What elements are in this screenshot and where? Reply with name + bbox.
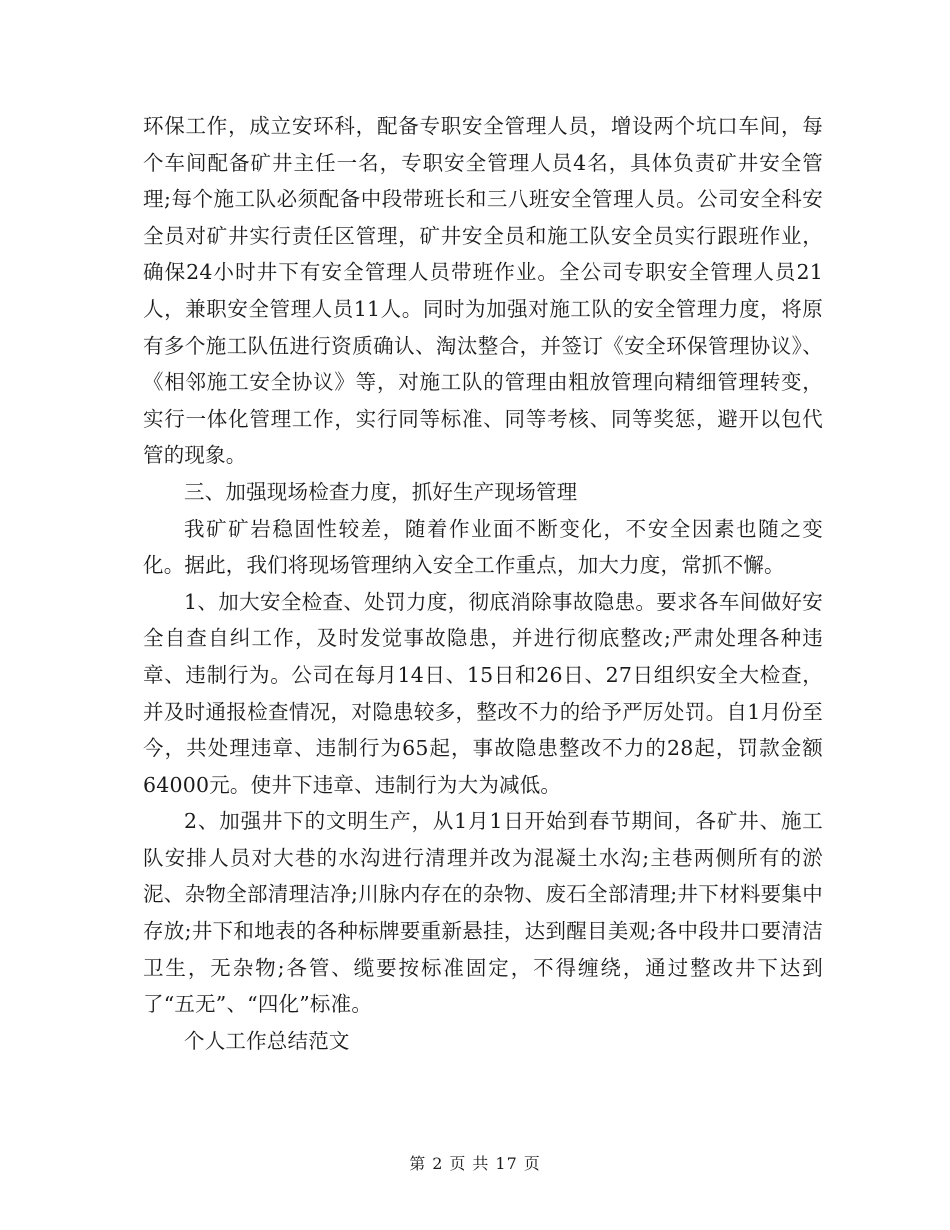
paragraph-1: 环保工作，成立安环科，配备专职安全管理人员，增设两个坑口车间，每个车间配备矿井主任一名，专职安全管理人员4名，具体负责矿井安全管理;每个施工队必须配备中段带班长和三八班安全管理人员。公司安全科安全员对矿井实行责任区管理，矿井安全员和施工队安全员实行跟班作业，确保24小时井下有安全管理人员带班作业。全公司专职安全管理人员21人，兼职安全管理人员11人。同时为加强对施工队的安全管理力度，将原有多个施工队伍进行资质确认、淘汰整合，并签订《安全环保管理协议》、《相邻施工安全协议》等，对施工队的管理由粗放管理向精细管理转变，实行一体化管理工作，实行同等标准、同等考核、同等奖惩，避开以包代管的现象。 xyxy=(143,114,823,468)
page-footer xyxy=(0,1153,950,1175)
document-body xyxy=(143,108,823,1059)
total-pages: 17 xyxy=(495,1154,518,1173)
footer-di: 第 xyxy=(409,1154,427,1173)
closing-title: 个人工作总结范文 xyxy=(184,1028,350,1053)
paragraph-4: 2、加强井下的文明生产，从1月1日开始到春节期间，各矿井、施工队安排人员对大巷的水沟进行清理并改为混凝土水沟;主巷两侧所有的淤泥、杂物全部清理洁净;川脉内存在的杂物、废石全部清理;井下材料要集中存放;井下和地表的各种标牌要重新悬挂，达到醒目美观;各中段井口要清洁卫生，无杂物;各管、缆要按标准固定，不得缠绕，通过整改井下达到了“五无”、“四化”标准。 xyxy=(143,809,823,1017)
footer-ye-2: 页 xyxy=(523,1154,541,1173)
paragraph-2: 我矿矿岩稳固性较差，随着作业面不断变化，不安全因素也随之变化。据此，我们将现场管理纳入安全工作重点，加大力度，常抓不懈。 xyxy=(143,516,823,578)
page-number: 2 xyxy=(432,1154,444,1173)
footer-gong: 共 xyxy=(472,1154,490,1173)
section-heading-3: 三、加强现场检查力度，抓好生产现场管理 xyxy=(184,479,578,504)
paragraph-3: 1、加大安全检查、处罚力度，彻底消除事故隐患。要求各车间做好安全自查自纠工作，及时发觉事故隐患，并进行彻底整改;严肃处理各种违章、违制行为。公司在每月14日、15日和26日、27日组织安全大检查，并及时通报检查情况，对隐患较多，整改不力的给予严厉处罚。自1月份至今，共处理违章、违制行为65起，事故隐患整改不力的28起，罚款金额64000元。使井下违章、违制行为大为减低。 xyxy=(143,589,823,797)
footer-ye: 页 xyxy=(449,1154,467,1173)
